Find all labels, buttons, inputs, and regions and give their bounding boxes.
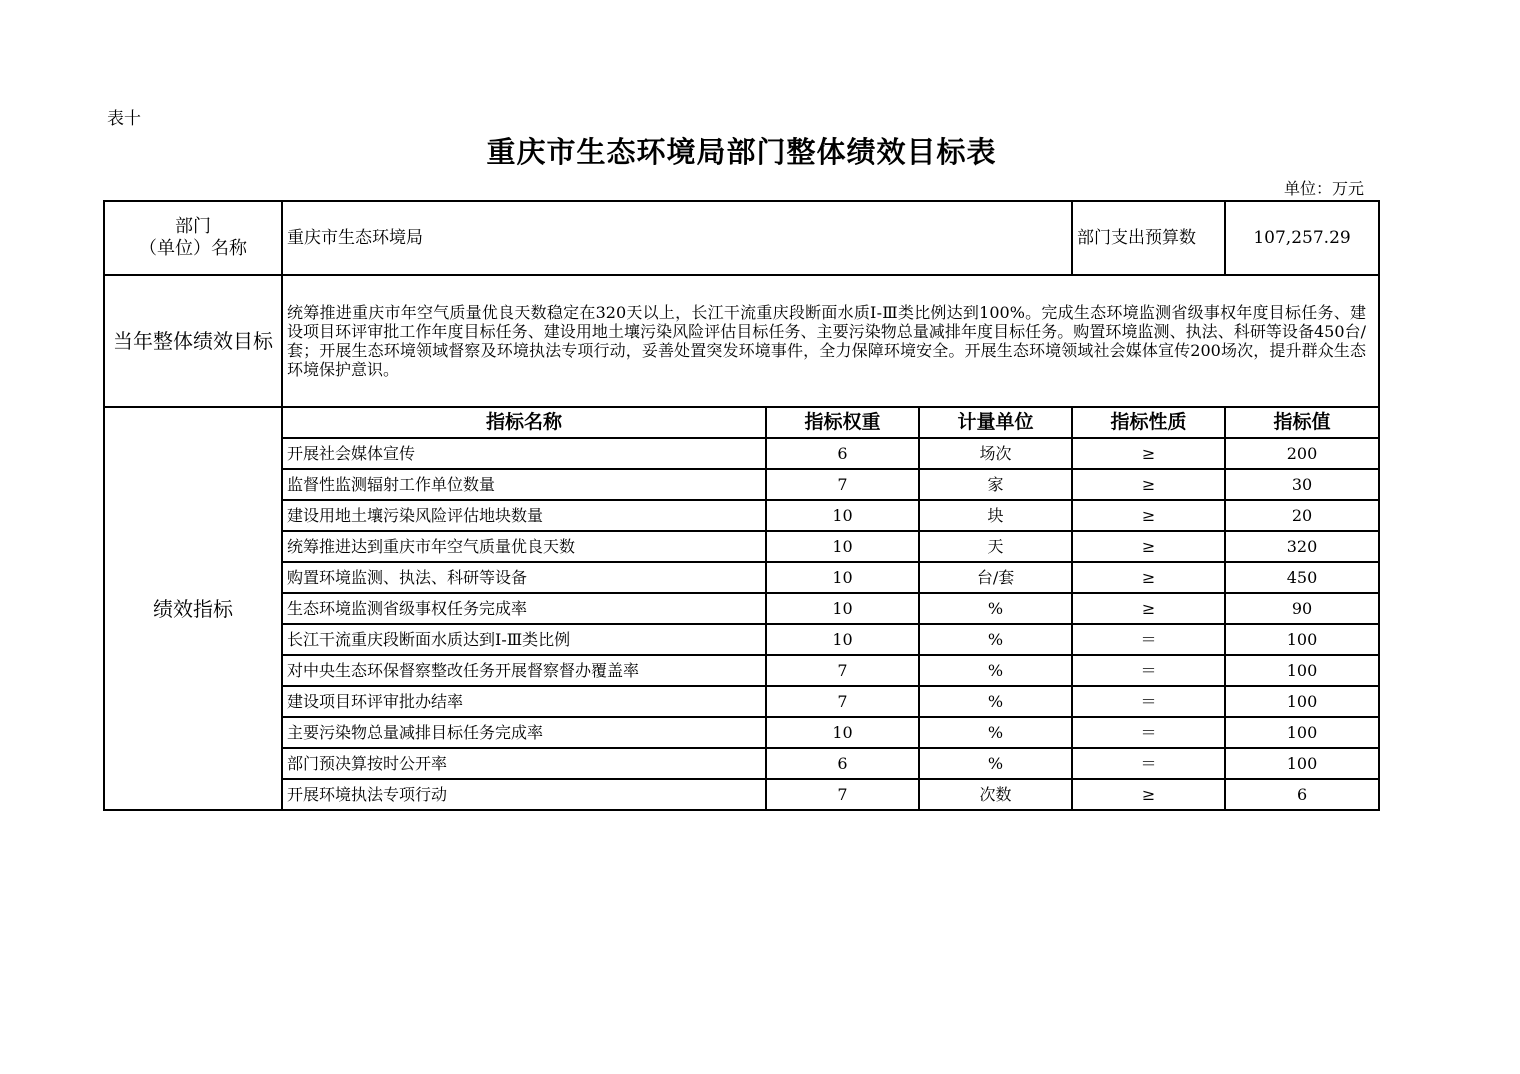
budget-value: 107,257.29 bbox=[1225, 201, 1379, 275]
indicator-value: 100 bbox=[1225, 717, 1379, 748]
indicator-unit: 次数 bbox=[919, 779, 1072, 810]
table-row bbox=[104, 593, 1379, 624]
indicator-unit: 场次 bbox=[919, 438, 1072, 469]
indicator-value: 450 bbox=[1225, 562, 1379, 593]
table-row bbox=[104, 500, 1379, 531]
indicator-weight: 10 bbox=[766, 531, 919, 562]
indicator-weight: 10 bbox=[766, 624, 919, 655]
department-row bbox=[104, 201, 1379, 275]
indicator-nature: ＝ bbox=[1072, 624, 1225, 655]
indicator-unit: % bbox=[919, 624, 1072, 655]
indicator-nature: ≥ bbox=[1072, 531, 1225, 562]
indicator-weight: 7 bbox=[766, 655, 919, 686]
indicator-value: 90 bbox=[1225, 593, 1379, 624]
department-name-label-line2: （单位）名称 bbox=[139, 238, 247, 259]
indicator-name: 统筹推进达到重庆市年空气质量优良天数 bbox=[282, 531, 766, 562]
indicator-nature: ＝ bbox=[1072, 717, 1225, 748]
table-row bbox=[104, 717, 1379, 748]
indicator-value: 100 bbox=[1225, 748, 1379, 779]
indicator-name: 长江干流重庆段断面水质达到Ⅰ-Ⅲ类比例 bbox=[282, 624, 766, 655]
unit-label: 单位：万元 bbox=[1283, 179, 1364, 198]
indicator-header-row bbox=[104, 407, 1379, 438]
indicator-value: 200 bbox=[1225, 438, 1379, 469]
indicator-unit: % bbox=[919, 748, 1072, 779]
column-header-unit: 计量单位 bbox=[919, 407, 1072, 438]
indicator-unit: 块 bbox=[919, 500, 1072, 531]
table-row bbox=[104, 686, 1379, 717]
table-row bbox=[104, 438, 1379, 469]
indicator-value: 320 bbox=[1225, 531, 1379, 562]
indicator-name: 生态环境监测省级事权任务完成率 bbox=[282, 593, 766, 624]
indicator-value: 100 bbox=[1225, 686, 1379, 717]
indicator-value: 6 bbox=[1225, 779, 1379, 810]
table-row bbox=[104, 779, 1379, 810]
indicator-unit: % bbox=[919, 593, 1072, 624]
table-number-label: 表十 bbox=[107, 109, 141, 129]
indicator-nature: ＝ bbox=[1072, 655, 1225, 686]
indicator-value: 100 bbox=[1225, 624, 1379, 655]
column-header-nature: 指标性质 bbox=[1072, 407, 1225, 438]
indicator-value: 30 bbox=[1225, 469, 1379, 500]
indicator-section-label: 绩效指标 bbox=[104, 407, 282, 810]
department-name-label-cell bbox=[104, 201, 282, 275]
indicator-nature: ≥ bbox=[1072, 469, 1225, 500]
indicator-weight: 6 bbox=[766, 748, 919, 779]
indicator-nature: ≥ bbox=[1072, 438, 1225, 469]
annual-goal-row bbox=[104, 275, 1379, 407]
indicator-name: 对中央生态环保督察整改任务开展督察督办覆盖率 bbox=[282, 655, 766, 686]
budget-label: 部门支出预算数 bbox=[1072, 201, 1225, 275]
indicator-value: 20 bbox=[1225, 500, 1379, 531]
indicator-nature: ≥ bbox=[1072, 500, 1225, 531]
indicator-nature: ＝ bbox=[1072, 748, 1225, 779]
table-row bbox=[104, 562, 1379, 593]
indicator-weight: 10 bbox=[766, 562, 919, 593]
indicator-nature: ≥ bbox=[1072, 779, 1225, 810]
indicator-unit: % bbox=[919, 686, 1072, 717]
indicator-unit: % bbox=[919, 717, 1072, 748]
indicator-name: 监督性监测辐射工作单位数量 bbox=[282, 469, 766, 500]
indicator-unit: 天 bbox=[919, 531, 1072, 562]
indicator-nature: ≥ bbox=[1072, 593, 1225, 624]
column-header-weight: 指标权重 bbox=[766, 407, 919, 438]
indicator-name: 购置环境监测、执法、科研等设备 bbox=[282, 562, 766, 593]
table-row bbox=[104, 748, 1379, 779]
department-name-value: 重庆市生态环境局 bbox=[282, 201, 1072, 275]
performance-goal-table bbox=[103, 200, 1380, 811]
indicator-weight: 7 bbox=[766, 779, 919, 810]
indicator-weight: 10 bbox=[766, 500, 919, 531]
department-name-label-line1: 部门 bbox=[175, 216, 211, 238]
indicator-unit: 台/套 bbox=[919, 562, 1072, 593]
indicator-name: 建设项目环评审批办结率 bbox=[282, 686, 766, 717]
indicator-unit: % bbox=[919, 655, 1072, 686]
indicator-name: 开展社会媒体宣传 bbox=[282, 438, 766, 469]
column-header-name: 指标名称 bbox=[282, 407, 766, 438]
indicator-name: 建设用地土壤污染风险评估地块数量 bbox=[282, 500, 766, 531]
indicator-weight: 7 bbox=[766, 686, 919, 717]
indicator-name: 部门预决算按时公开率 bbox=[282, 748, 766, 779]
indicator-weight: 10 bbox=[766, 593, 919, 624]
annual-goal-text: 统筹推进重庆市年空气质量优良天数稳定在320天以上，长江干流重庆段断面水质Ⅰ-Ⅲ类比例达到100%。完成生态环境监测省级事权年度目标任务、建设项目环评审批工作年度目标任务、建设用地土壤污染风险评估目标任务、主要污染物总量减排年度目标任务。购置环境监测、执法、科研等设备450台/套；开展生态环境领域督察及环境执法专项行动，妥善处置突发环境事件，全力保障环境安全。开展生态环境领域社会媒体宣传200场次，提升群众生态环境保护意识。 bbox=[282, 275, 1379, 407]
indicator-nature: ＝ bbox=[1072, 686, 1225, 717]
indicator-weight: 7 bbox=[766, 469, 919, 500]
page-title: 重庆市生态环境局部门整体绩效目标表 bbox=[486, 135, 997, 169]
indicator-value: 100 bbox=[1225, 655, 1379, 686]
table-row bbox=[104, 624, 1379, 655]
indicator-weight: 6 bbox=[766, 438, 919, 469]
indicator-unit: 家 bbox=[919, 469, 1072, 500]
indicator-nature: ≥ bbox=[1072, 562, 1225, 593]
table-row bbox=[104, 469, 1379, 500]
table-row bbox=[104, 531, 1379, 562]
indicator-name: 开展环境执法专项行动 bbox=[282, 779, 766, 810]
column-header-value: 指标值 bbox=[1225, 407, 1379, 438]
indicator-weight: 10 bbox=[766, 717, 919, 748]
indicator-name: 主要污染物总量减排目标任务完成率 bbox=[282, 717, 766, 748]
annual-goal-label: 当年整体绩效目标 bbox=[104, 275, 282, 407]
table-row bbox=[104, 655, 1379, 686]
